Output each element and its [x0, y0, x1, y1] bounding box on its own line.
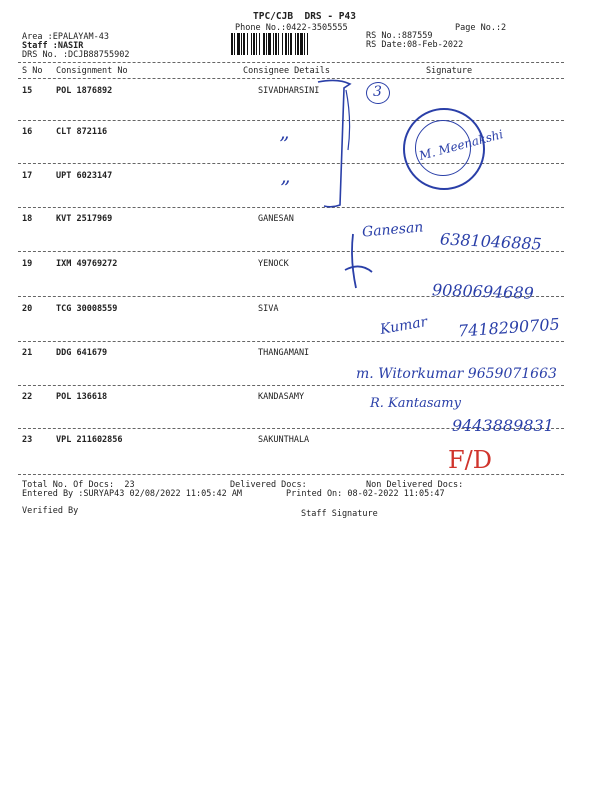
ditto-mark: ” [279, 132, 290, 156]
drs-number: DRS No. :DCJB88755902 [22, 50, 130, 60]
row-sno: 22 [22, 392, 33, 402]
document-title: TPC/CJB DRS - P43 [253, 11, 356, 22]
signature-thangamani: m. Witorkumar 9659071663 [356, 366, 557, 382]
page-number: Page No.:2 [455, 23, 507, 33]
stamp-signature: M. Meenakshi [417, 127, 505, 163]
row-consignee: SAKUNTHALA [258, 435, 310, 445]
row-consignment: DDG 641679 [56, 348, 108, 358]
fd-note: F/D [448, 446, 492, 474]
row-sno: 15 [22, 86, 33, 96]
total-docs: Total No. Of Docs: 23 [22, 480, 135, 490]
row-consignment: IXM 49769272 [56, 259, 118, 269]
row-sno: 20 [22, 304, 33, 314]
row-consignment: UPT 6023147 [56, 171, 113, 181]
row-consignment: CLT 872116 [56, 127, 108, 137]
row-sno: 18 [22, 214, 33, 224]
circled-number: 3 [373, 84, 382, 100]
column-header-consignment: Consignment No [56, 66, 128, 76]
row-sno: 23 [22, 435, 33, 445]
row-sno: 17 [22, 171, 33, 181]
phone-siva: 7418290705 [457, 314, 561, 341]
row-consignee: SIVADHARSINI [258, 86, 320, 96]
row-consignee: SIVA [258, 304, 279, 314]
column-header-consignee: Consignee Details [243, 66, 330, 76]
row-consignment: POL 1876892 [56, 86, 113, 96]
row-consignee: THANGAMANI [258, 348, 310, 358]
signature-kandasamy: R. Kantasamy [370, 396, 461, 411]
row-consignee: KANDASAMY [258, 392, 305, 402]
row-sno: 19 [22, 259, 33, 269]
staff-label: Staff :NASIR [22, 41, 84, 51]
ditto-mark: ” [280, 176, 291, 200]
phone-kandasamy: 9443889831 [452, 416, 554, 435]
entered-by: Entered By :SURYAP43 02/08/2022 11:05:42 AM [22, 489, 243, 499]
phone-yenock: 9080694689 [431, 280, 535, 303]
printed-on: Printed On: 08-02-2022 11:05:47 [286, 489, 445, 499]
row-consignment: VPL 211602856 [56, 435, 123, 445]
row-consignee: GANESAN [258, 214, 294, 224]
area-label: Area :EPALAYAM-43 [22, 32, 109, 42]
row-consignment: KVT 2517969 [56, 214, 113, 224]
delivered-docs: Delivered Docs: [230, 480, 307, 490]
column-header-sno: S No [22, 66, 43, 76]
row-consignee: YENOCK [258, 259, 289, 269]
signature-ganesan: Ganesan [361, 219, 424, 241]
phone-ganesan: 6381046885 [439, 229, 543, 254]
row-sno: 21 [22, 348, 33, 358]
non-delivered-docs: Non Delivered Docs: [366, 480, 464, 490]
phone-number: Phone No.:0422-3505555 [235, 23, 348, 33]
signature-siva: Kumar [378, 313, 429, 339]
rs-number: RS No.:887559 [366, 31, 433, 41]
row-consignment: TCG 30008559 [56, 304, 118, 314]
column-header-signature: Signature [426, 66, 473, 76]
row-consignment: POL 136618 [56, 392, 108, 402]
row-sno: 16 [22, 127, 33, 137]
rs-date: RS Date:08-Feb-2022 [366, 40, 464, 50]
staff-signature-label: Staff Signature [301, 509, 378, 519]
verified-by-label: Verified By [22, 506, 79, 516]
